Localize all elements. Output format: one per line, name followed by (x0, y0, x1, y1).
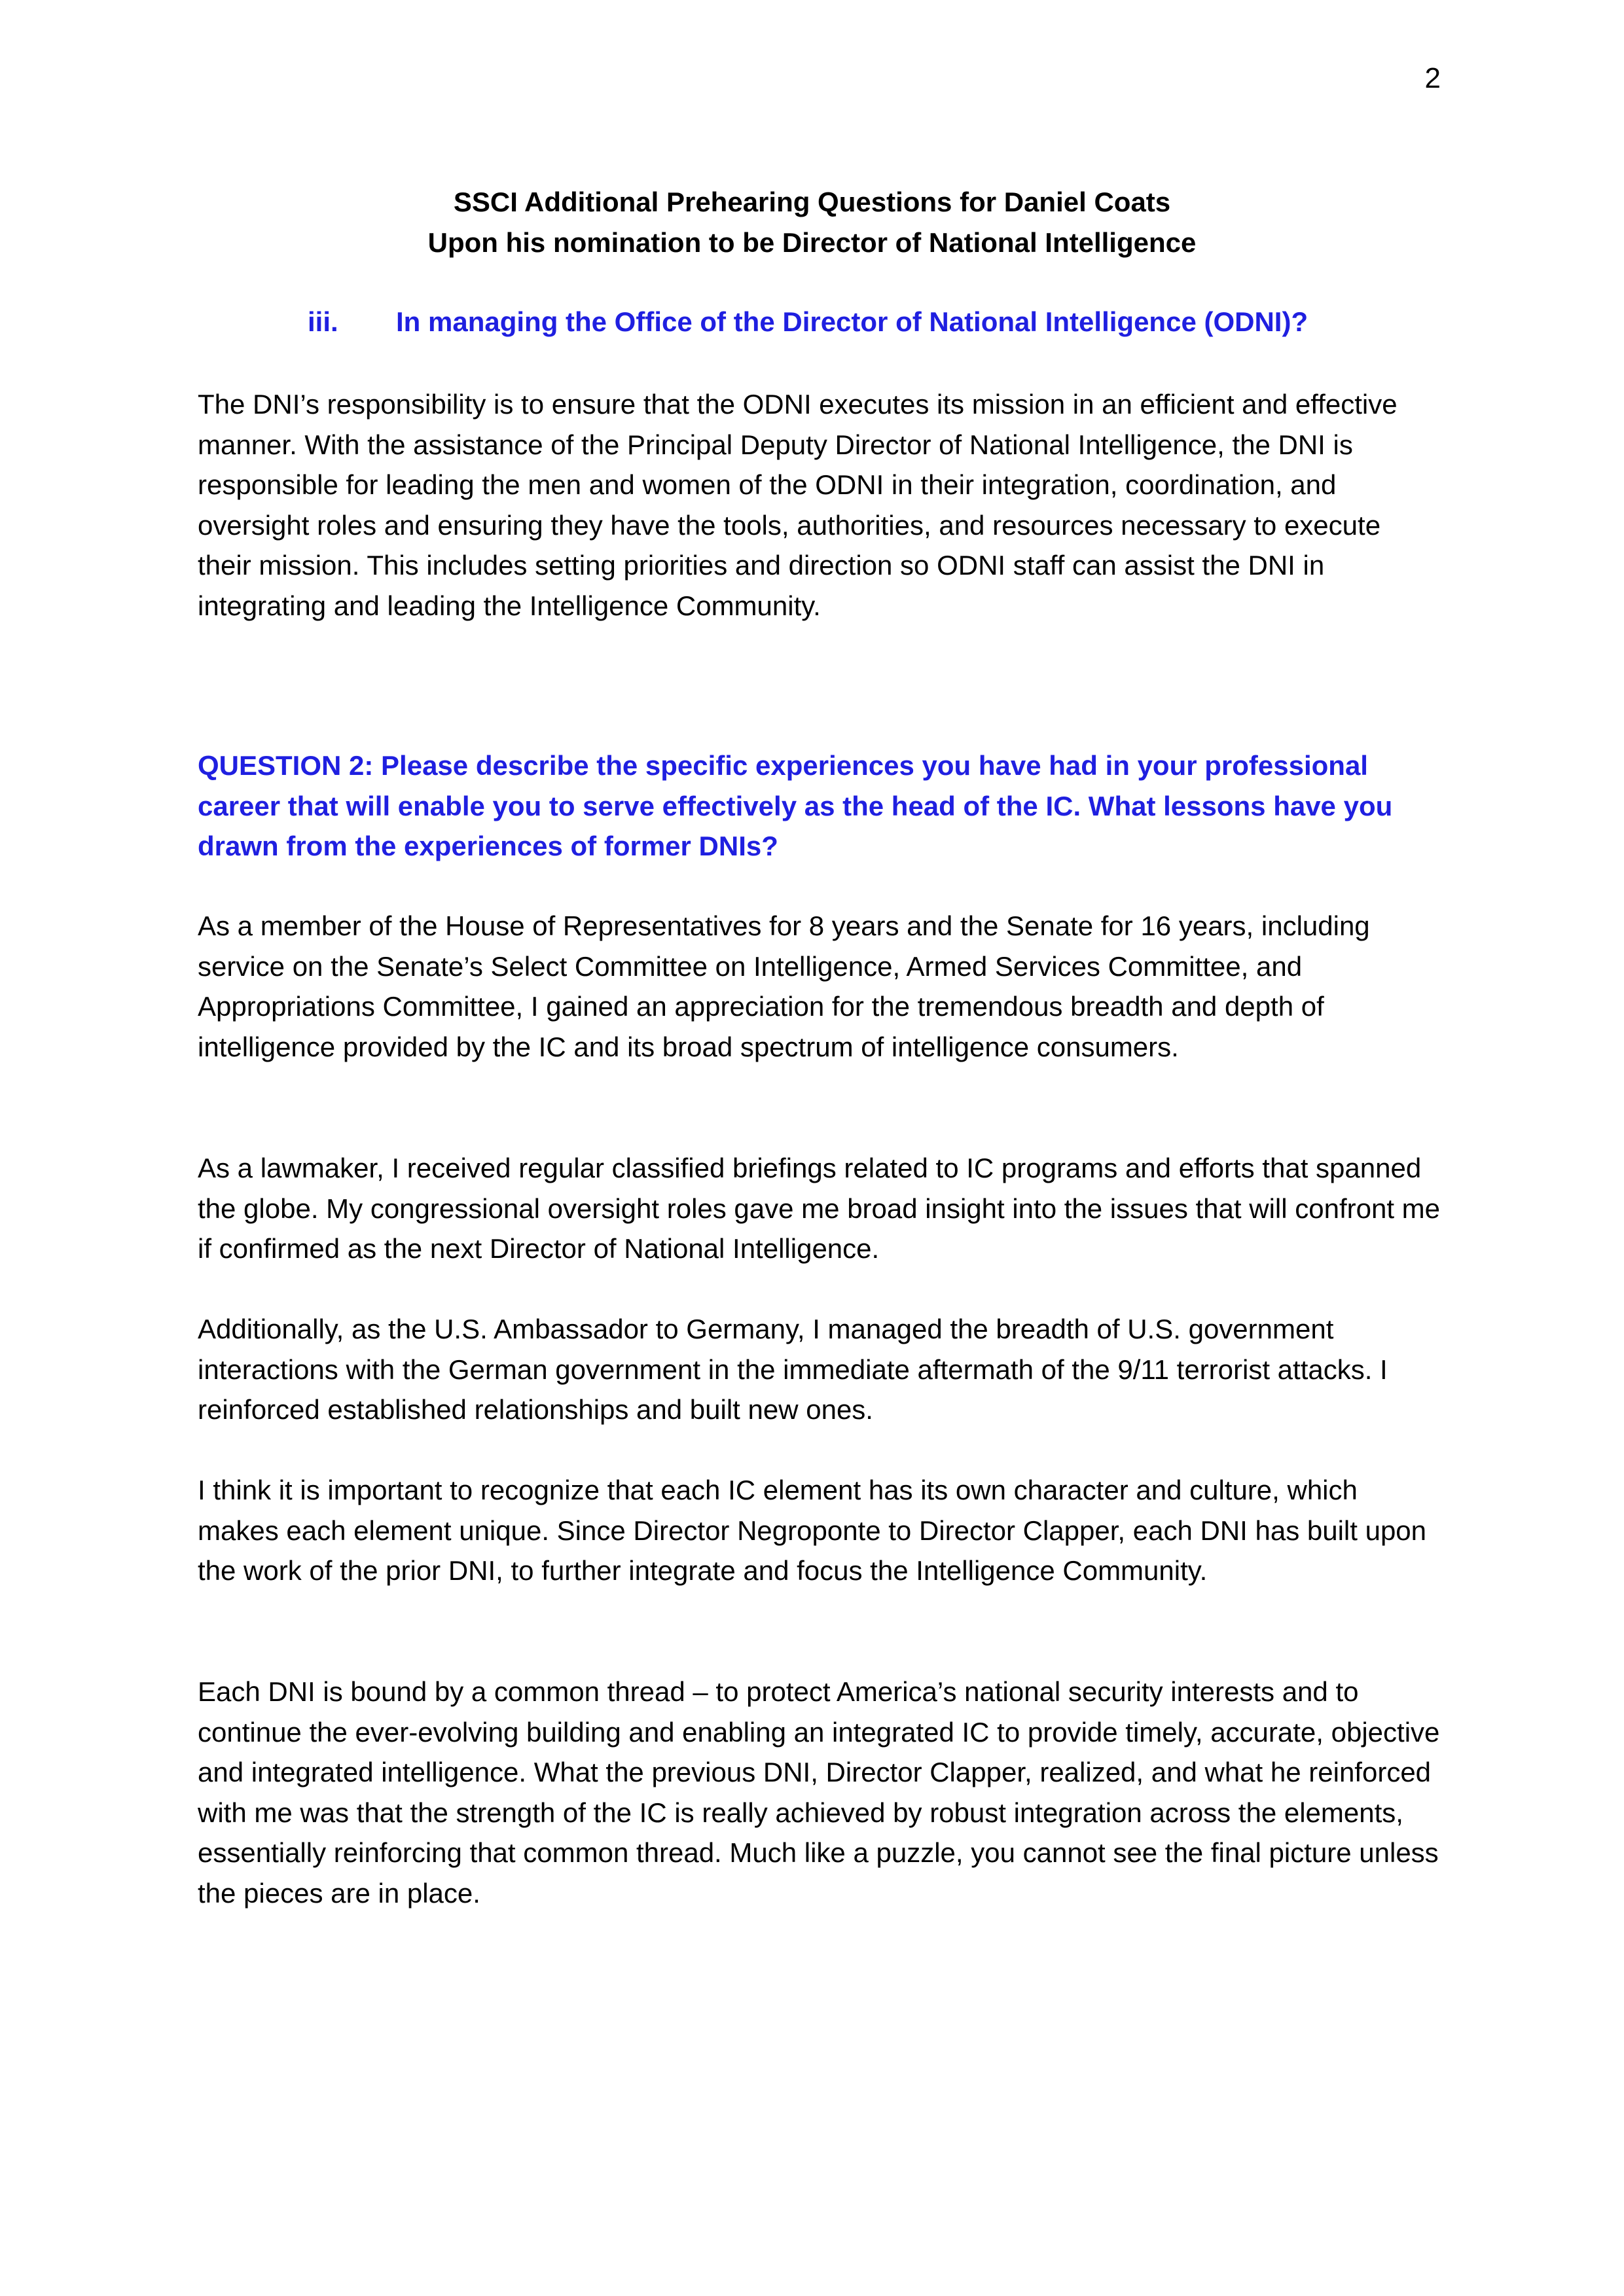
page-number: 2 (1424, 62, 1441, 94)
lawmaker-briefings-paragraph: As a lawmaker, I received regular classified briefings related to IC programs and efforts that spanned the globe. My congressional oversight roles gave me broad insight into the issues that will confront me if confirmed as the next Director of National Intelligence. (198, 1153, 1440, 1264)
question-2-heading: QUESTION 2: Please describe the specific experiences you have had in your professional career that will enable you to serve effectively as the head of the IC. What lessons have you drawn from the experiences of former DNIs? (198, 750, 1393, 861)
header-title: SSCI Additional Prehearing Questions for Daniel Coats (453, 187, 1171, 217)
common-thread-paragraph: Each DNI is bound by a common thread – to protect America’s national security interests and to continue the ever-evolving building and enabling an integrated IC to provide timely, accurate, objective and integrated intelligence. What the previous DNI, Director Clapper, realized, and what he reinforced with me was that the strength of the IC is really achieved by robust integration across the elements, essentially reinforcing that common thread. Much like a puzzle, you cannot see the final picture unless the pieces are in place. (198, 1676, 1440, 1909)
subheading-text: In managing the Office of the Director of National Intelligence (ODNI)? (396, 306, 1308, 337)
subheading-number: iii. (308, 306, 338, 337)
congress-experience-paragraph: As a member of the House of Representatives for 8 years and the Senate for 16 years, including service on the Senate’s Select Committee on Intelligence, Armed Services Committee, and Appropriations Committee, I gained an appreciation for the tremendous breadth and depth of intelligence provided by the IC and its broad spectrum of intelligence consumers. (198, 910, 1370, 1062)
odni-responsibility-paragraph: The DNI’s responsibility is to ensure that the ODNI executes its mission in an efficient and effective manner. With the assistance of the Principal Deputy Director of National Intelligence, the DNI is responsible for leading the men and women of the ODNI in their integration, coordination, and oversight roles and ensuring they have the tools, authorities, and resources necessary to execute their mission. This includes setting priorities and direction so ODNI staff can assist the DNI in integrating and leading the Intelligence Community. (198, 389, 1398, 621)
ambassador-paragraph: Additionally, as the U.S. Ambassador to Germany, I managed the breadth of U.S. government interactions with the German government in the immediate aftermath of the 9/11 terrorist attacks. I reinforced established relationships and built new ones. (198, 1314, 1388, 1425)
ic-culture-paragraph: I think it is important to recognize that each IC element has its own character and culture, which makes each element unique. Since Director Negroponte to Director Clapper, each DNI has built upon the work of the prior DNI, to further integrate and focus the Intelligence Community. (198, 1475, 1427, 1586)
header-subtitle: Upon his nomination to be Director of National Intelligence (427, 227, 1197, 258)
document-header (0, 182, 1624, 263)
section-subheading (308, 302, 1453, 342)
